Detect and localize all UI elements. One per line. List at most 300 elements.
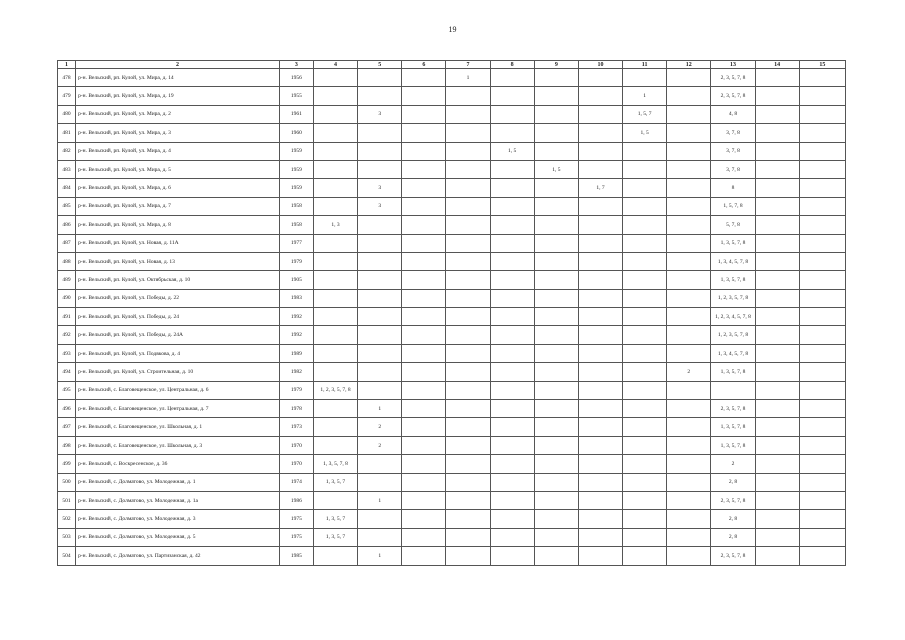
table-cell <box>402 326 446 344</box>
column-header: 7 <box>446 61 490 69</box>
table-cell: 1960 <box>279 124 313 142</box>
table-cell: 2, 3, 5, 7, 8 <box>711 547 755 565</box>
table-cell: 1959 <box>279 160 313 178</box>
table-cell <box>313 124 357 142</box>
table-cell <box>578 528 622 546</box>
table-cell <box>755 216 799 234</box>
table-cell <box>402 473 446 491</box>
table-cell: 1, 3, 5, 7, 8 <box>711 436 755 454</box>
table-cell <box>358 363 402 381</box>
table-cell <box>755 436 799 454</box>
address-cell: р-н. Вельский, с. Долматово, ул. Молодежная, д. 1 <box>76 473 280 491</box>
table-cell <box>623 436 667 454</box>
address-cell: р-н. Вельский, с. Благовещенское, ул. Школьная, д. 1 <box>76 418 280 436</box>
address-cell: р-н. Вельский, рп. Кулой, ул. Мира, д. 6 <box>76 179 280 197</box>
address-cell: р-н. Вельский, рп. Кулой, ул. Мира, д. 5 <box>76 160 280 178</box>
table-cell <box>446 216 490 234</box>
table-cell <box>490 363 534 381</box>
table-cell <box>446 528 490 546</box>
table-cell <box>799 436 845 454</box>
table-cell: 501 <box>58 491 76 509</box>
table-cell: 1, 3 <box>313 216 357 234</box>
table-cell: 1, 3, 5, 7 <box>313 473 357 491</box>
table-cell: 1992 <box>279 308 313 326</box>
table-row <box>58 160 846 178</box>
table-row <box>58 381 846 399</box>
address-cell: р-н. Вельский, с. Долматово, ул. Молодежная, д. 1а <box>76 491 280 509</box>
table-cell: 3, 7, 8 <box>711 124 755 142</box>
table-cell <box>490 381 534 399</box>
table-cell: 498 <box>58 436 76 454</box>
address-cell: р-н. Вельский, рп. Кулой, ул. Мира, д. 19 <box>76 87 280 105</box>
table-cell: 1982 <box>279 363 313 381</box>
table-cell: 1 <box>358 547 402 565</box>
table-cell <box>667 400 711 418</box>
table-cell: 484 <box>58 179 76 197</box>
table-cell <box>799 216 845 234</box>
table-cell <box>534 271 578 289</box>
table-cell <box>667 87 711 105</box>
table-cell <box>402 179 446 197</box>
table-cell: 1959 <box>279 142 313 160</box>
table-cell <box>490 271 534 289</box>
table-cell <box>490 252 534 270</box>
table-cell <box>534 473 578 491</box>
table-cell <box>623 234 667 252</box>
table-cell <box>755 418 799 436</box>
table-cell <box>313 87 357 105</box>
column-header: 3 <box>279 61 313 69</box>
table-cell <box>402 216 446 234</box>
table-cell <box>313 197 357 215</box>
table-cell: 488 <box>58 252 76 270</box>
table-row <box>58 216 846 234</box>
table-cell <box>755 308 799 326</box>
table-cell <box>755 528 799 546</box>
table-cell: 497 <box>58 418 76 436</box>
table-cell: 1, 3, 4, 5, 7, 8 <box>711 252 755 270</box>
table-cell <box>402 418 446 436</box>
table-row <box>58 234 846 252</box>
table-row <box>58 436 846 454</box>
table-cell <box>490 124 534 142</box>
column-header: 1 <box>58 61 76 69</box>
table-row <box>58 69 846 87</box>
table-cell <box>623 381 667 399</box>
table-cell <box>534 124 578 142</box>
table-cell: 1979 <box>279 252 313 270</box>
table-cell <box>358 124 402 142</box>
table-cell <box>667 547 711 565</box>
table-cell: 483 <box>58 160 76 178</box>
table-cell <box>313 418 357 436</box>
table-cell <box>402 142 446 160</box>
table-cell <box>446 289 490 307</box>
table-cell <box>534 289 578 307</box>
table-cell <box>358 160 402 178</box>
table-row <box>58 473 846 491</box>
table-cell <box>667 308 711 326</box>
table-cell <box>402 491 446 509</box>
table-cell: 478 <box>58 69 76 87</box>
table-cell: 1970 <box>279 455 313 473</box>
table-row <box>58 105 846 123</box>
table-cell <box>313 105 357 123</box>
table-cell <box>755 124 799 142</box>
table-cell <box>578 363 622 381</box>
table-cell: 1, 5 <box>490 142 534 160</box>
table-cell <box>534 455 578 473</box>
table-cell <box>578 308 622 326</box>
table-cell <box>667 160 711 178</box>
table-cell <box>534 418 578 436</box>
table-cell: 1955 <box>279 87 313 105</box>
table-cell: 2, 8 <box>711 510 755 528</box>
table-cell: 2, 8 <box>711 473 755 491</box>
table-row <box>58 491 846 509</box>
table-cell <box>755 179 799 197</box>
table-cell: 1975 <box>279 510 313 528</box>
table-cell <box>799 124 845 142</box>
table-cell <box>578 197 622 215</box>
table-cell <box>446 473 490 491</box>
column-header: 9 <box>534 61 578 69</box>
table-cell: 1986 <box>279 491 313 509</box>
table-cell: 487 <box>58 234 76 252</box>
table-cell <box>799 344 845 362</box>
table-cell <box>578 160 622 178</box>
table-cell <box>534 436 578 454</box>
table-cell <box>623 491 667 509</box>
page-number: 19 <box>448 25 457 34</box>
table-cell: 1, 2, 3, 5, 7, 8 <box>711 289 755 307</box>
table-cell <box>755 455 799 473</box>
table-cell <box>446 491 490 509</box>
table-cell <box>534 326 578 344</box>
table-cell <box>623 363 667 381</box>
table-cell <box>446 436 490 454</box>
table-cell <box>755 547 799 565</box>
table-cell <box>667 216 711 234</box>
table-cell <box>534 381 578 399</box>
table-cell <box>755 510 799 528</box>
table-cell <box>402 528 446 546</box>
table-cell <box>667 381 711 399</box>
table-cell <box>799 547 845 565</box>
table-cell: 3 <box>358 105 402 123</box>
table-cell: 1, 5 <box>534 160 578 178</box>
table-cell: 2 <box>667 363 711 381</box>
table-cell <box>623 510 667 528</box>
table-cell: 485 <box>58 197 76 215</box>
table-cell: 1956 <box>279 69 313 87</box>
table-cell <box>667 455 711 473</box>
table-cell <box>799 418 845 436</box>
table-cell: 2, 3, 5, 7, 8 <box>711 69 755 87</box>
table-cell: 492 <box>58 326 76 344</box>
table-cell <box>667 105 711 123</box>
table-cell: 2, 8 <box>711 528 755 546</box>
table-cell <box>755 491 799 509</box>
table-cell <box>755 160 799 178</box>
table-cell <box>578 289 622 307</box>
table-cell <box>358 528 402 546</box>
address-cell: р-н. Вельский, с. Долматово, ул. Молодежная, д. 3 <box>76 510 280 528</box>
table-cell <box>534 216 578 234</box>
table-row <box>58 197 846 215</box>
table-cell <box>358 455 402 473</box>
address-cell: р-н. Вельский, с. Долматово, ул. Молодежная, д. 5 <box>76 528 280 546</box>
column-header: 13 <box>711 61 755 69</box>
table-cell <box>402 197 446 215</box>
table-cell: 495 <box>58 381 76 399</box>
table-cell <box>490 473 534 491</box>
table-cell: 493 <box>58 344 76 362</box>
table-cell <box>490 289 534 307</box>
table-cell: 1977 <box>279 234 313 252</box>
table-cell: 3 <box>358 179 402 197</box>
column-header: 8 <box>490 61 534 69</box>
table-cell <box>358 326 402 344</box>
table-cell <box>490 455 534 473</box>
table-cell <box>623 271 667 289</box>
table-cell <box>623 473 667 491</box>
table-cell <box>623 418 667 436</box>
table-cell <box>799 289 845 307</box>
table-cell <box>667 124 711 142</box>
table-cell <box>446 418 490 436</box>
table-cell <box>755 69 799 87</box>
table-cell <box>358 216 402 234</box>
table-cell <box>578 436 622 454</box>
table-cell: 2 <box>358 418 402 436</box>
table-cell <box>623 69 667 87</box>
address-cell: р-н. Вельский, рп. Кулой, ул. Новая, д. 11А <box>76 234 280 252</box>
table-cell <box>490 87 534 105</box>
table-cell <box>623 142 667 160</box>
table-cell <box>402 381 446 399</box>
column-header: 12 <box>667 61 711 69</box>
column-header: 11 <box>623 61 667 69</box>
table-cell <box>402 87 446 105</box>
table-cell <box>578 400 622 418</box>
table-cell: 1973 <box>279 418 313 436</box>
table-cell <box>799 363 845 381</box>
table-cell <box>446 197 490 215</box>
column-header: 5 <box>358 61 402 69</box>
table-cell <box>623 216 667 234</box>
table-row <box>58 344 846 362</box>
table-cell: 496 <box>58 400 76 418</box>
table-cell <box>313 69 357 87</box>
table-cell: 1, 3, 5, 7, 8 <box>711 363 755 381</box>
table-cell <box>623 197 667 215</box>
table-cell: 1958 <box>279 197 313 215</box>
address-cell: р-н. Вельский, рп. Кулой, ул. Победы, д. 24А <box>76 326 280 344</box>
table-cell <box>313 436 357 454</box>
table-cell <box>358 252 402 270</box>
table-cell <box>578 252 622 270</box>
table-cell <box>490 308 534 326</box>
table-cell <box>402 271 446 289</box>
table-cell: 1 <box>358 491 402 509</box>
table-cell: 3, 7, 8 <box>711 160 755 178</box>
table-cell <box>490 69 534 87</box>
table-cell <box>490 491 534 509</box>
table-cell <box>534 234 578 252</box>
table-row <box>58 271 846 289</box>
table-cell <box>799 473 845 491</box>
table-cell <box>623 308 667 326</box>
table-cell: 1 <box>358 400 402 418</box>
table-cell: 3, 7, 8 <box>711 142 755 160</box>
table-cell <box>667 528 711 546</box>
table-cell: 4, 8 <box>711 105 755 123</box>
table-cell <box>402 234 446 252</box>
data-table <box>57 60 846 566</box>
table-cell: 1974 <box>279 473 313 491</box>
table-cell <box>578 87 622 105</box>
table-cell <box>313 363 357 381</box>
table-cell <box>755 344 799 362</box>
table-cell <box>402 547 446 565</box>
table-row <box>58 142 846 160</box>
table-cell <box>799 252 845 270</box>
table-cell <box>358 344 402 362</box>
table-cell <box>667 510 711 528</box>
table-cell <box>402 160 446 178</box>
table-cell <box>667 234 711 252</box>
table-cell <box>623 252 667 270</box>
table-cell <box>755 87 799 105</box>
table-cell <box>313 400 357 418</box>
address-cell: р-н. Вельский, рп. Кулой, ул. Мира, д. 7 <box>76 197 280 215</box>
table-cell <box>446 344 490 362</box>
table-cell <box>799 510 845 528</box>
column-header: 15 <box>799 61 845 69</box>
table-row <box>58 455 846 473</box>
table-row <box>58 547 846 565</box>
table-row <box>58 124 846 142</box>
table-cell: 1975 <box>279 528 313 546</box>
table-cell: 1, 7 <box>578 179 622 197</box>
table-cell <box>755 252 799 270</box>
table-cell: 1, 2, 3, 5, 7, 8 <box>711 326 755 344</box>
table-cell: 1 <box>623 87 667 105</box>
table-cell <box>755 473 799 491</box>
table-header <box>58 61 846 69</box>
table-row <box>58 87 846 105</box>
table-cell <box>402 105 446 123</box>
table-cell <box>667 436 711 454</box>
table-cell <box>490 216 534 234</box>
table-cell <box>490 105 534 123</box>
table-row <box>58 400 846 418</box>
table-cell <box>490 326 534 344</box>
table-cell: 8 <box>711 179 755 197</box>
table-cell <box>755 326 799 344</box>
address-cell: р-н. Вельский, рп. Кулой, ул. Новая, д. 13 <box>76 252 280 270</box>
table-cell <box>799 179 845 197</box>
table-cell <box>667 289 711 307</box>
table-row <box>58 308 846 326</box>
table-cell <box>313 234 357 252</box>
table-cell <box>402 289 446 307</box>
table-cell <box>402 400 446 418</box>
table-cell <box>313 344 357 362</box>
table-row <box>58 289 846 307</box>
table-cell <box>667 197 711 215</box>
address-cell: р-н. Вельский, с. Благовещенское, ул. Центральная, д. 7 <box>76 400 280 418</box>
table-cell: 480 <box>58 105 76 123</box>
table-cell: 1970 <box>279 436 313 454</box>
address-cell: р-н. Вельский, с. Благовещенское, ул. Школьная, д. 3 <box>76 436 280 454</box>
table-cell: 482 <box>58 142 76 160</box>
table-cell <box>358 234 402 252</box>
table-cell <box>446 142 490 160</box>
table-cell: 1, 2, 3, 4, 5, 7, 8 <box>711 308 755 326</box>
table-cell <box>578 326 622 344</box>
table-cell <box>534 105 578 123</box>
table-cell: 1, 3, 5, 7 <box>313 510 357 528</box>
table-cell <box>490 400 534 418</box>
table-cell <box>534 69 578 87</box>
address-cell: р-н. Вельский, рп. Кулой, ул. Победы, д. 24 <box>76 308 280 326</box>
table-cell <box>534 400 578 418</box>
table-cell <box>446 179 490 197</box>
table-cell: 479 <box>58 87 76 105</box>
table-cell: 1 <box>446 69 490 87</box>
address-cell: р-н. Вельский, рп. Кулой, ул. Подвкова, д. 4 <box>76 344 280 362</box>
table-cell <box>358 69 402 87</box>
table-cell <box>755 363 799 381</box>
table-cell: 486 <box>58 216 76 234</box>
table-cell: 1, 5, 7 <box>623 105 667 123</box>
table-cell <box>578 105 622 123</box>
table-cell <box>578 142 622 160</box>
table-cell: 1959 <box>279 179 313 197</box>
table-cell <box>799 87 845 105</box>
address-cell: р-н. Вельский, рп. Кулой, ул. Мира, д. 14 <box>76 69 280 87</box>
table-cell <box>799 69 845 87</box>
table-cell <box>490 510 534 528</box>
table-cell <box>578 455 622 473</box>
table-cell <box>623 528 667 546</box>
table-row <box>58 252 846 270</box>
table-cell <box>667 418 711 436</box>
table-cell: 502 <box>58 510 76 528</box>
table-cell <box>799 308 845 326</box>
address-cell: р-н. Вельский, рп. Кулой, ул. Строительная, д. 10 <box>76 363 280 381</box>
table-cell: 500 <box>58 473 76 491</box>
table-cell: 1905 <box>279 271 313 289</box>
table-cell: 1, 3, 5, 7 <box>313 528 357 546</box>
table-cell <box>534 87 578 105</box>
column-header: 10 <box>578 61 622 69</box>
table-cell <box>402 308 446 326</box>
table-cell <box>755 289 799 307</box>
table-cell: 481 <box>58 124 76 142</box>
table-cell <box>534 252 578 270</box>
table-cell <box>534 491 578 509</box>
table-cell <box>358 142 402 160</box>
table-cell <box>578 234 622 252</box>
table-cell <box>534 142 578 160</box>
table-cell <box>667 491 711 509</box>
table-cell <box>446 105 490 123</box>
table-cell <box>313 491 357 509</box>
table-cell <box>667 142 711 160</box>
